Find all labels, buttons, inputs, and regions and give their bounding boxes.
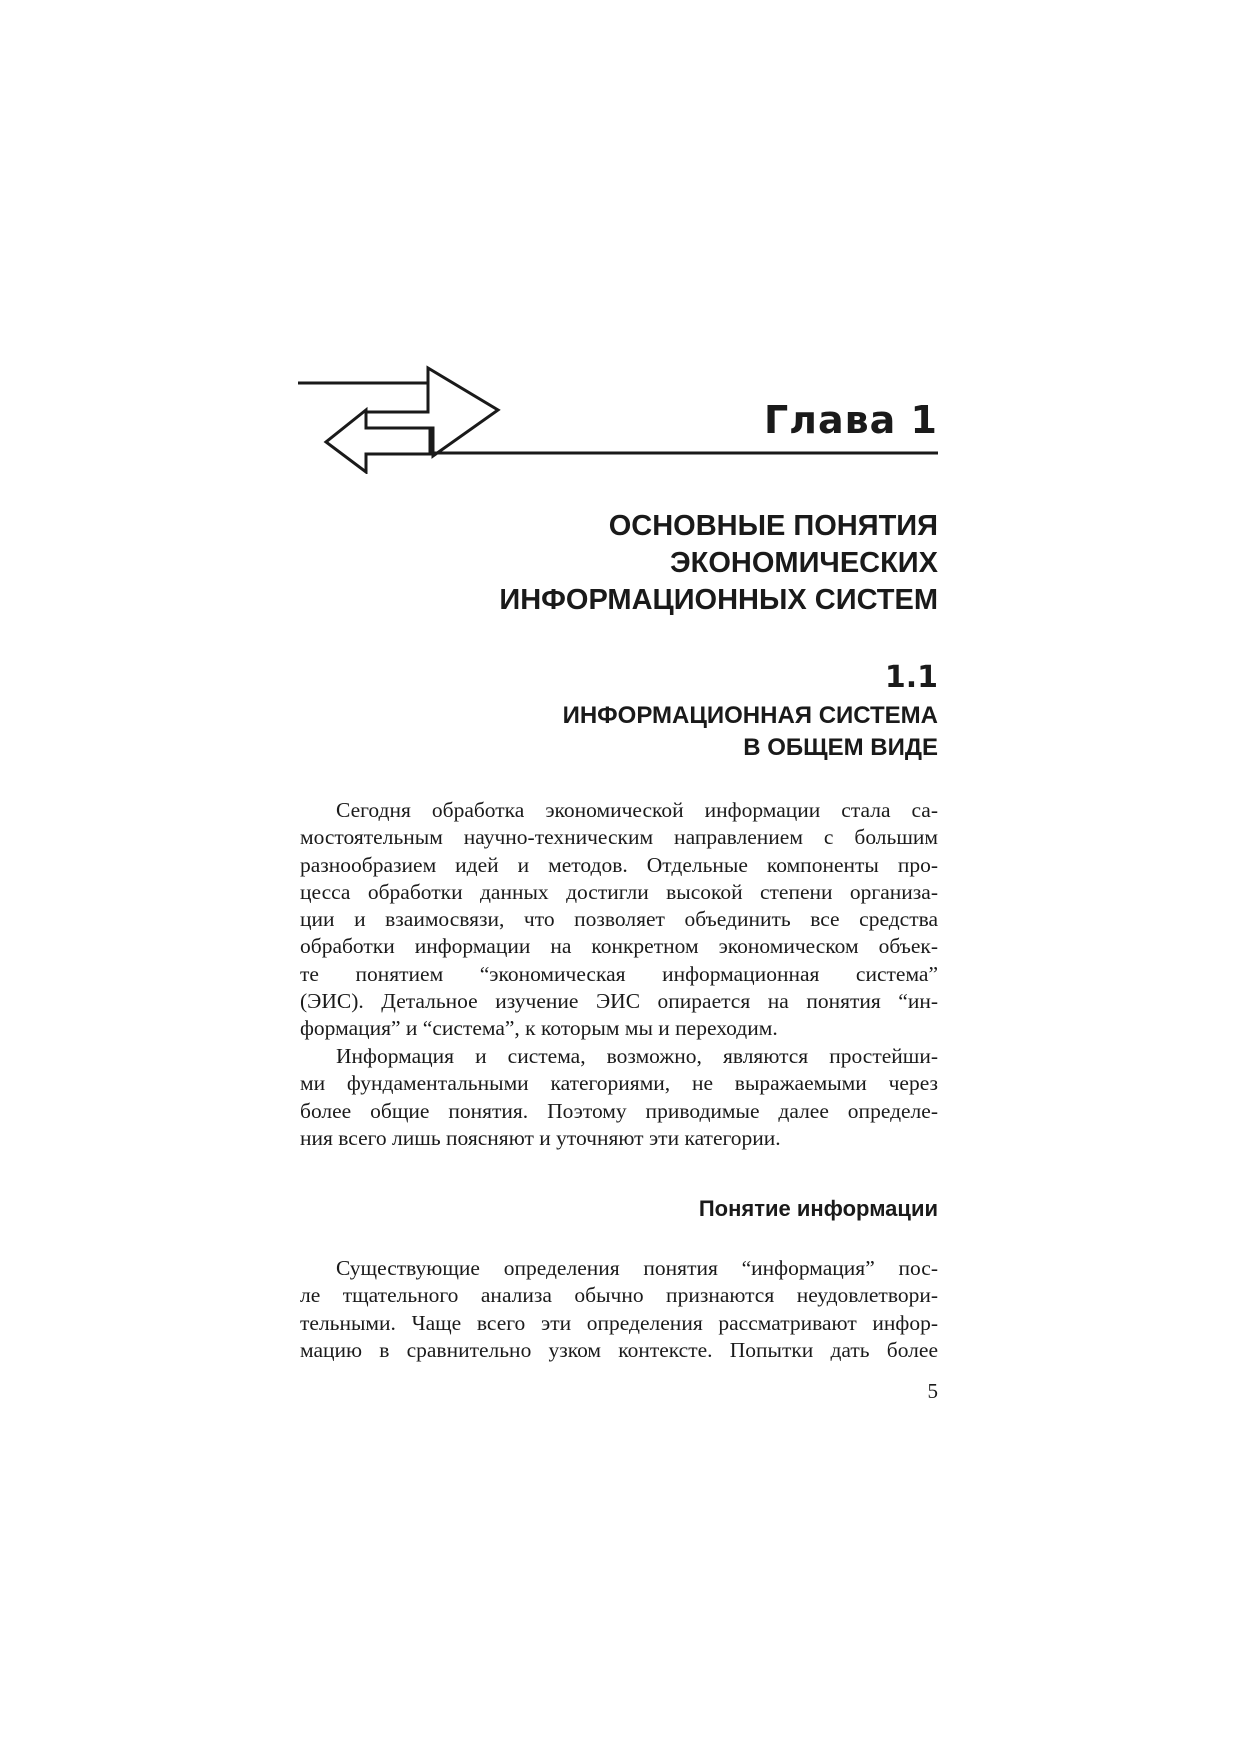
text-line: Информация и система, возможно, являются простейши- (336, 1044, 938, 1068)
text-line: формация” и “система”, к которым мы и переходим. (300, 1016, 778, 1041)
text-line: мацию в сравнительно узком контексте. Попытки дать более (300, 1337, 938, 1362)
text-line: обработки информации на конкретном экономическом объек- (300, 934, 938, 959)
chapter-heading-line: ИНФОРМАЦИОННЫХ СИСТЕМ (499, 584, 938, 616)
section-number: 1.1 (884, 660, 938, 695)
chapter-label: Глава 1 (763, 398, 938, 442)
chapter-heading (298, 508, 938, 619)
subsection-title: Понятие информации (698, 1196, 938, 1221)
text-line: более общие понятия. Поэтому приводимые далее определе- (300, 1098, 938, 1123)
section-title-line: В ОБЩЕМ ВИДЕ (743, 734, 938, 761)
section-title-line: ИНФОРМАЦИОННАЯ СИСТЕМА (562, 702, 938, 729)
page-number: 5 (927, 1379, 938, 1403)
section-title (338, 700, 938, 764)
paragraph-1 (300, 797, 938, 1043)
text-line: ции и взаимосвязи, что позволяет объединить все средства (300, 907, 938, 932)
chapter-heading-line: ОСНОВНЫЕ ПОНЯТИЯ (608, 510, 938, 542)
text-line: те понятием “экономическая информационная система” (300, 961, 938, 986)
chapter-heading-line: ЭКОНОМИЧЕСКИХ (670, 547, 938, 579)
text-line: цесса обработки данных достигли высокой степени организа- (300, 879, 938, 904)
text-line: ми фундаментальными категориями, не выражаемыми через (300, 1071, 938, 1096)
text-line: Существующие определения понятия “информация” пос- (336, 1256, 938, 1280)
text-line: Сегодня обработка экономической информации стала са- (336, 798, 938, 822)
text-line: (ЭИС). Детальное изучение ЭИС опирается на понятия “ин- (300, 989, 938, 1014)
text-line: разнообразием идей и методов. Отдельные компоненты про- (300, 852, 938, 877)
text-line: ле тщательного анализа обычно признаются неудовлетвори- (300, 1283, 938, 1308)
paragraph-3 (300, 1255, 938, 1364)
text-line: мостоятельным научно-техническим направлением с большим (300, 825, 938, 850)
text-line: тельными. Чаще всего эти определения рассматривают инфор- (300, 1310, 938, 1335)
text-line: ния всего лишь поясняют и уточняют эти категории. (300, 1125, 781, 1150)
paragraph-2 (300, 1043, 938, 1152)
